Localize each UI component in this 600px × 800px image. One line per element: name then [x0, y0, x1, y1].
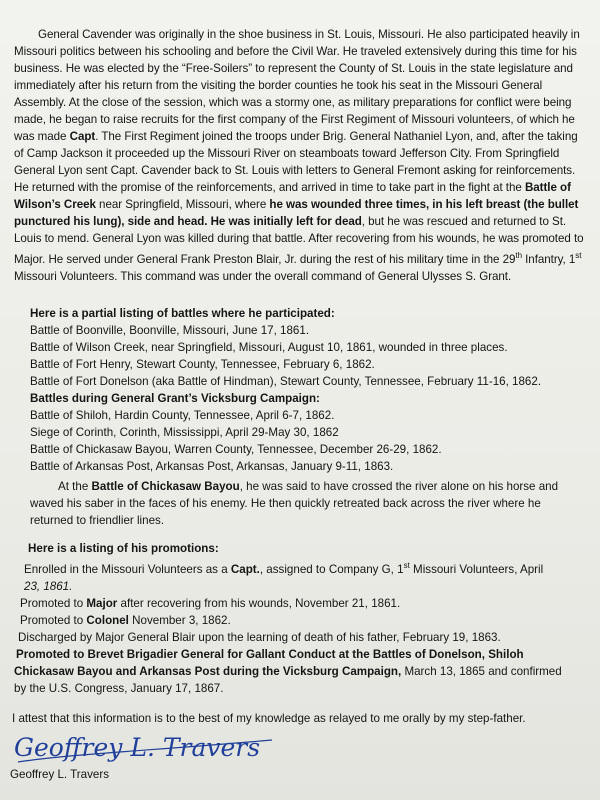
battle-item: Battle of Shiloh, Hardin County, Tennessee, April 6-7, 1862.: [30, 409, 335, 422]
battle-item: Battle of Fort Donelson (aka Battle of Hindman), Stewart County, Tennessee, February 11-16, 1862.: [30, 375, 542, 388]
biography-bold-text: Capt: [69, 130, 96, 143]
chickasaw-paragraph: [30, 478, 570, 529]
promotion-text: Promoted to: [20, 613, 87, 627]
promotion-item-continued: by the U.S. Congress, January 17, 1867.: [14, 681, 224, 695]
promotion-rank: Capt.: [230, 562, 260, 576]
battle-item: Battle of Chickasaw Bayou, Warren County, Tennessee, December 26-29, 1862.: [30, 443, 442, 456]
promotion-rank: Major: [86, 596, 118, 610]
biography-text: , but he was rescued and returned to St. Louis to mend. General Lyon was killed during that battle. After recovering from his wounds, he was promoted to Major. He served under General Frank Preston Blair, Jr. during the rest of his military time in the 29: [14, 215, 584, 266]
promotion-item: [14, 557, 574, 578]
battle-item: Battle of Wilson Creek, near Springfield, Missouri, August 10, 1861, wounded in three places.: [30, 341, 508, 354]
battle-item: Battle of Boonville, Boonville, Missouri, June 17, 1861.: [30, 324, 310, 337]
promotion-text: after recovering from his wounds, November 21, 1861.: [117, 596, 401, 610]
promotion-text: Promoted to: [20, 596, 87, 610]
promotion-bold-text: Chickasaw Bayou and Arkansas Post during the Vicksburg Campaign,: [14, 664, 402, 678]
ordinal-suffix: st: [403, 561, 410, 570]
biography-text: General Cavender was originally in the shoe business in St. Louis, Missouri. He also participated heavily in Missouri politics between his schooling and before the Civil War. He traveled extensively during this time for his business. He was elected by the “Free-Soilers” to represent the County of St. Louis in the state legislature and immediately after his return from the visiting the border counties he took his seat in the Missouri General Assembly. At the close of the session, which was a stormy one, as military preparations for conflict were being made, he began to raise recruits for the first company of the First Regiment of Missouri volunteers, of which he was made: [14, 28, 580, 143]
biography-text: Missouri Volunteers. This command was under the overall command of General Ulysses S. Grant.: [14, 269, 512, 283]
biography-text: Infantry, 1: [521, 252, 576, 266]
promotions-list: [14, 540, 574, 697]
promotion-text: November 3, 1862.: [128, 613, 231, 627]
chickasaw-bold-text: Battle of Chickasaw Bayou: [91, 480, 240, 493]
battle-list: [30, 305, 580, 475]
battle-item: Siege of Corinth, Corinth, Mississippi, April 29-May 30, 1862: [30, 426, 339, 439]
signature-script: Geoffrey L. Travers: [14, 733, 261, 762]
biography-text: near Springfield, Missouri, where: [95, 198, 270, 211]
battle-item: Battle of Arkansas Post, Arkansas Post, Arkansas, January 9-11, 1863.: [30, 460, 394, 473]
promotion-item: [14, 612, 574, 629]
promotion-rank: Colonel: [86, 613, 129, 627]
handwritten-signature: [10, 724, 280, 772]
biography-bold-text: he was wounded three times, in his left breast (the bullet punctured his lung), side and head. He was initially left for dead: [14, 198, 579, 228]
ordinal-suffix: th: [515, 251, 522, 260]
chickasaw-text: At the: [58, 480, 92, 493]
promotions-heading: Here is a listing of his promotions:: [28, 542, 219, 555]
vicksburg-heading: Battles during General Grant’s Vicksburg Campaign:: [30, 392, 320, 405]
promotion-item-continued: 23, 1861.: [24, 579, 73, 593]
printed-name: Geoffrey L. Travers: [10, 768, 110, 781]
promotion-item: Promoted to Brevet Brigadier General for Gallant Conduct at the Battles of Donelson, Shiloh: [16, 647, 524, 661]
battle-item: Battle of Fort Henry, Stewart County, Tennessee, February 6, 1862.: [30, 358, 375, 371]
promotion-text: Missouri Volunteers, April: [409, 562, 544, 576]
biography-bold-text: Battle of Wilson’s Creek: [14, 181, 571, 211]
promotion-item: Discharged by Major General Blair upon the learning of death of his father, February 19, 1863.: [18, 630, 501, 644]
attestation-statement: I attest that this information is to the best of my knowledge as relayed to me orally by my step-father.: [12, 712, 526, 725]
promotion-text: , assigned to Company G, 1: [259, 562, 404, 576]
chickasaw-text: , he was said to have crossed the river alone on his horse and waved his saber in the faces of his enemy. He then quickly retreated back across the river where he returned to friendlier lines.: [30, 480, 559, 527]
promotion-item-continued: [14, 663, 574, 680]
biography-paragraph: [14, 26, 588, 285]
ordinal-suffix: st: [575, 251, 582, 260]
promotion-text: Enrolled in the Missouri Volunteers as a: [24, 562, 231, 576]
biography-text: . The First Regiment joined the troops under Brig. General Nathaniel Lyon, and, after the taking of Camp Jackson it proceeded up the Missouri River on steamboats toward Jefferson City. From Springfield General Lyon sent Capt. Cavender back to St. Louis with letters to General Fremont asking for reinforcements. He returned with the promise of the reinforcements, and arrived in time to take part in the fight at the: [14, 130, 578, 194]
promotion-item: [14, 595, 574, 612]
battle-list-heading: Here is a partial listing of battles where he participated:: [30, 307, 335, 320]
promotion-text: March 13, 1865 and confirmed: [401, 664, 562, 678]
